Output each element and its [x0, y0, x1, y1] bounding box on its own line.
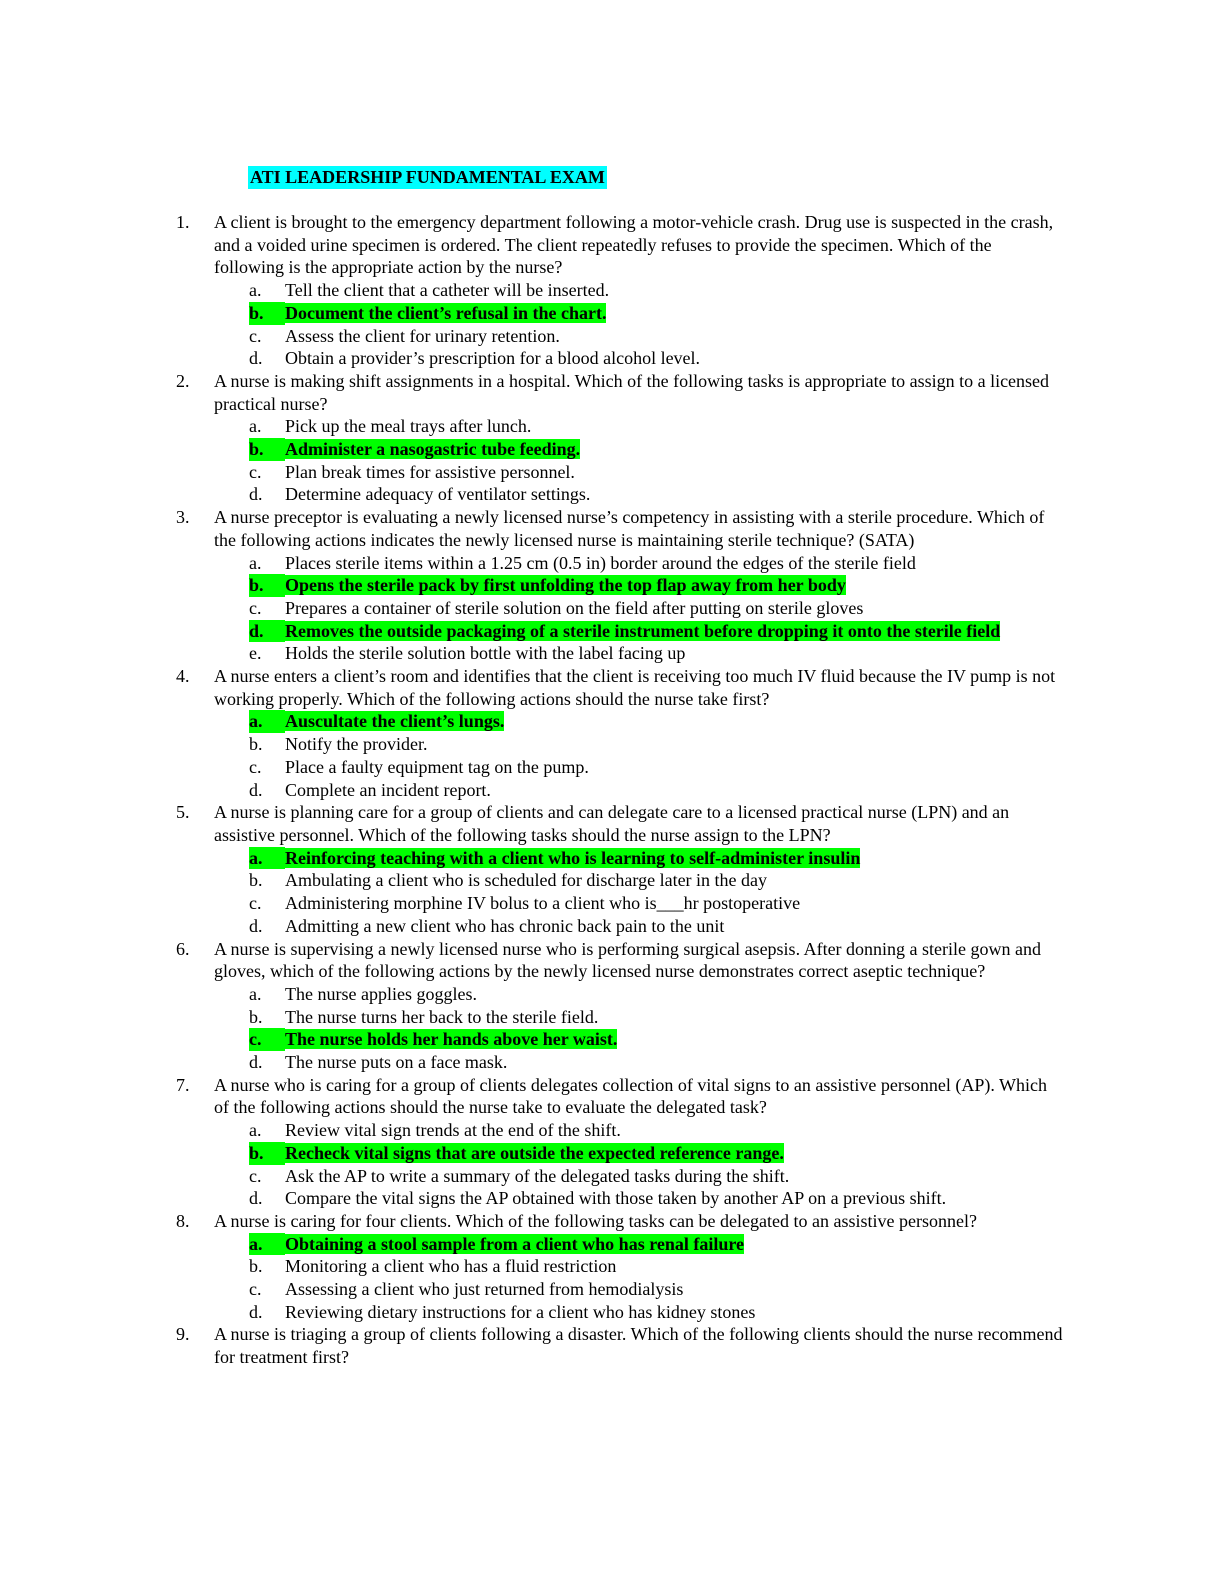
question-list — [176, 211, 1066, 1369]
answer-option — [214, 461, 1066, 484]
option-letter: d. — [249, 779, 263, 800]
option-text: Compare the vital signs the AP obtained with those taken by another AP on a previous shift. — [285, 1188, 947, 1209]
answer-option — [214, 1278, 1066, 1301]
question-item — [176, 938, 1066, 1074]
option-text: Place a faulty equipment tag on the pump. — [285, 756, 589, 777]
option-text: Ambulating a client who is scheduled for discharge later in the day — [285, 870, 768, 891]
correct-answer-option — [214, 847, 1066, 870]
question-item — [176, 370, 1066, 506]
question-text: A nurse is triaging a group of clients following a disaster. Which of the following clients should the nurse recommend for treatment first? — [214, 1324, 1063, 1368]
option-letter: d. — [249, 1188, 263, 1209]
option-letter: b. — [249, 302, 285, 325]
correct-answer-option — [214, 574, 1066, 597]
question-text: A nurse is caring for four clients. Which of the following tasks can be delegated to an assistive personnel? — [214, 1210, 977, 1231]
question-item — [176, 801, 1066, 937]
answer-option — [214, 1301, 1066, 1324]
option-text: Recheck vital signs that are outside the expected reference range. — [285, 1142, 784, 1163]
answer-option — [214, 415, 1066, 438]
option-text: Assess the client for urinary retention. — [285, 325, 560, 346]
option-letter: a. — [249, 983, 262, 1004]
answer-option — [214, 915, 1066, 938]
option-letter: b. — [249, 734, 263, 755]
option-text: Document the client’s refusal in the chart. — [285, 302, 607, 323]
option-letter: b. — [249, 870, 263, 891]
option-text: Obtaining a stool sample from a client who has renal failure — [285, 1233, 745, 1254]
option-letter: c. — [249, 1279, 262, 1300]
answer-option — [214, 279, 1066, 302]
option-letter: c. — [249, 1165, 262, 1186]
correct-answer-option — [214, 710, 1066, 733]
option-letter: a. — [249, 847, 285, 870]
answer-option — [214, 869, 1066, 892]
answer-option — [214, 347, 1066, 370]
question-item — [176, 211, 1066, 370]
option-text: The nurse puts on a face mask. — [285, 1052, 508, 1073]
question-item — [176, 506, 1066, 665]
answer-option — [214, 1006, 1066, 1029]
answer-option — [214, 325, 1066, 348]
answer-option — [214, 779, 1066, 802]
question-text: A nurse is supervising a newly licensed nurse who is performing surgical asepsis. After donning a sterile gown and gloves, which of the following actions by the newly licensed nurse demonstrates correct aseptic technique? — [214, 938, 1042, 982]
answer-options — [214, 552, 1066, 666]
correct-answer-option — [214, 1028, 1066, 1051]
option-letter: a. — [249, 1120, 262, 1141]
correct-answer-option — [214, 620, 1066, 643]
option-text: Review vital sign trends at the end of the shift. — [285, 1120, 621, 1141]
option-text: Monitoring a client who has a fluid restriction — [285, 1256, 617, 1277]
option-letter: a. — [249, 710, 285, 733]
option-text: Assessing a client who just returned from hemodialysis — [285, 1279, 684, 1300]
option-letter: a. — [249, 280, 262, 301]
answer-option — [214, 1187, 1066, 1210]
option-letter: e. — [249, 643, 262, 664]
option-text: Auscultate the client’s lungs. — [285, 711, 505, 732]
answer-option — [214, 642, 1066, 665]
answer-option — [214, 756, 1066, 779]
question-number: 6. — [176, 938, 190, 959]
question-number: 7. — [176, 1074, 190, 1095]
answer-options — [214, 710, 1066, 801]
option-letter: d. — [249, 348, 263, 369]
option-text: Pick up the meal trays after lunch. — [285, 416, 532, 437]
option-letter: b. — [249, 1006, 263, 1027]
option-letter: b. — [249, 1142, 285, 1165]
question-item — [176, 1074, 1066, 1210]
option-letter: c. — [249, 756, 262, 777]
option-letter: a. — [249, 552, 262, 573]
answer-option — [214, 597, 1066, 620]
option-letter: b. — [249, 574, 285, 597]
option-text: The nurse applies goggles. — [285, 983, 477, 1004]
question-item — [176, 665, 1066, 801]
option-letter: a. — [249, 416, 262, 437]
option-letter: c. — [249, 325, 262, 346]
option-letter: b. — [249, 438, 285, 461]
option-letter: d. — [249, 1052, 263, 1073]
answer-option — [214, 552, 1066, 575]
option-letter: d. — [249, 915, 263, 936]
question-number: 9. — [176, 1324, 190, 1345]
option-letter: c. — [249, 461, 262, 482]
title-block — [248, 166, 607, 189]
option-text: Administer a nasogastric tube feeding. — [285, 439, 581, 460]
correct-answer-option — [214, 438, 1066, 461]
question-text: A nurse is making shift assignments in a hospital. Which of the following tasks is appropriate to assign to a licensed practical nurse? — [214, 370, 1050, 414]
option-text: The nurse turns her back to the sterile field. — [285, 1006, 599, 1027]
option-letter: d. — [249, 484, 263, 505]
answer-option — [214, 1051, 1066, 1074]
question-text: A nurse is planning care for a group of clients and can delegate care to a licensed practical nurse (LPN) and an assistive personnel. Which of the following tasks should the nurse assign to the LPN? — [214, 802, 1010, 845]
option-text: Reviewing dietary instructions for a client who has kidney stones — [285, 1301, 756, 1322]
question-text: A nurse enters a client’s room and identifies that the client is receiving too much IV fluid because the IV pump is not working properly. Which of the following actions should the nurse take first? — [214, 666, 1056, 709]
option-text: Ask the AP to write a summary of the delegated tasks during the shift. — [285, 1165, 790, 1186]
option-text: Complete an incident report. — [285, 779, 491, 800]
option-text: Admitting a new client who has chronic back pain to the unit — [285, 915, 725, 936]
page-title: ATI LEADERSHIP FUNDAMENTAL EXAM — [250, 167, 605, 187]
question-number: 2. — [176, 370, 190, 391]
answer-option — [214, 733, 1066, 756]
option-letter: c. — [249, 597, 262, 618]
answer-option — [214, 892, 1066, 915]
question-number: 1. — [176, 212, 190, 232]
answer-options — [214, 847, 1066, 938]
question-number: 8. — [176, 1210, 190, 1231]
answer-option — [214, 1165, 1066, 1188]
option-letter: c. — [249, 893, 262, 914]
option-text: Removes the outside packaging of a sterile instrument before dropping it onto the sterile field — [285, 620, 1001, 641]
question-number: 3. — [176, 507, 190, 528]
correct-answer-option — [214, 1142, 1066, 1165]
correct-answer-option — [214, 1233, 1066, 1256]
option-text: Obtain a provider’s prescription for a blood alcohol level. — [285, 348, 701, 369]
option-text: Places sterile items within a 1.25 cm (0.5 in) border around the edges of the sterile field — [285, 552, 916, 573]
correct-answer-option — [214, 302, 1066, 325]
option-letter: b. — [249, 1256, 263, 1277]
answer-options — [214, 279, 1066, 370]
option-text: Tell the client that a catheter will be inserted. — [285, 280, 610, 301]
answer-option — [214, 1255, 1066, 1278]
option-letter: d. — [249, 620, 285, 643]
option-letter: a. — [249, 1233, 285, 1256]
answer-option — [214, 483, 1066, 506]
question-text: A client is brought to the emergency department following a motor-vehicle crash. Drug use is suspected in the crash, and a voided urine specimen is ordered. The client repeatedly refuses to provide the specimen. Which of the following is the appropriate action by the nurse? — [214, 212, 1054, 278]
option-text: Opens the sterile pack by first unfolding the top flap away from her body — [285, 575, 846, 596]
answer-options — [214, 1233, 1066, 1324]
question-text: A nurse who is caring for a group of clients delegates collection of vital signs to an assistive personnel (AP). Which of the following actions should the nurse take to evaluate the delegated task? — [214, 1074, 1047, 1118]
question-number: 4. — [176, 666, 190, 687]
question-number: 5. — [176, 802, 190, 823]
option-text: Determine adequacy of ventilator settings. — [285, 484, 591, 505]
option-text: Holds the sterile solution bottle with the label facing up — [285, 643, 686, 664]
answer-options — [214, 983, 1066, 1074]
answer-option — [214, 983, 1066, 1006]
option-text: The nurse holds her hands above her waist. — [285, 1029, 618, 1050]
question-item — [176, 1323, 1066, 1368]
option-text: Reinforcing teaching with a client who is learning to self-administer insulin — [285, 847, 861, 868]
answer-options — [214, 1119, 1066, 1210]
answer-option — [214, 1119, 1066, 1142]
option-letter: c. — [249, 1028, 285, 1051]
option-text: Prepares a container of sterile solution on the field after putting on sterile gloves — [285, 597, 864, 618]
option-letter: d. — [249, 1301, 263, 1322]
question-item — [176, 1210, 1066, 1324]
option-text: Administering morphine IV bolus to a client who is___hr postoperative — [285, 893, 801, 914]
option-text: Notify the provider. — [285, 734, 428, 755]
question-text: A nurse preceptor is evaluating a newly licensed nurse’s competency in assisting with a sterile procedure. Which of the following actions indicates the newly licensed nurse is maintaining sterile technique? (SATA) — [214, 507, 1045, 550]
answer-options — [214, 415, 1066, 506]
option-text: Plan break times for assistive personnel. — [285, 461, 575, 482]
